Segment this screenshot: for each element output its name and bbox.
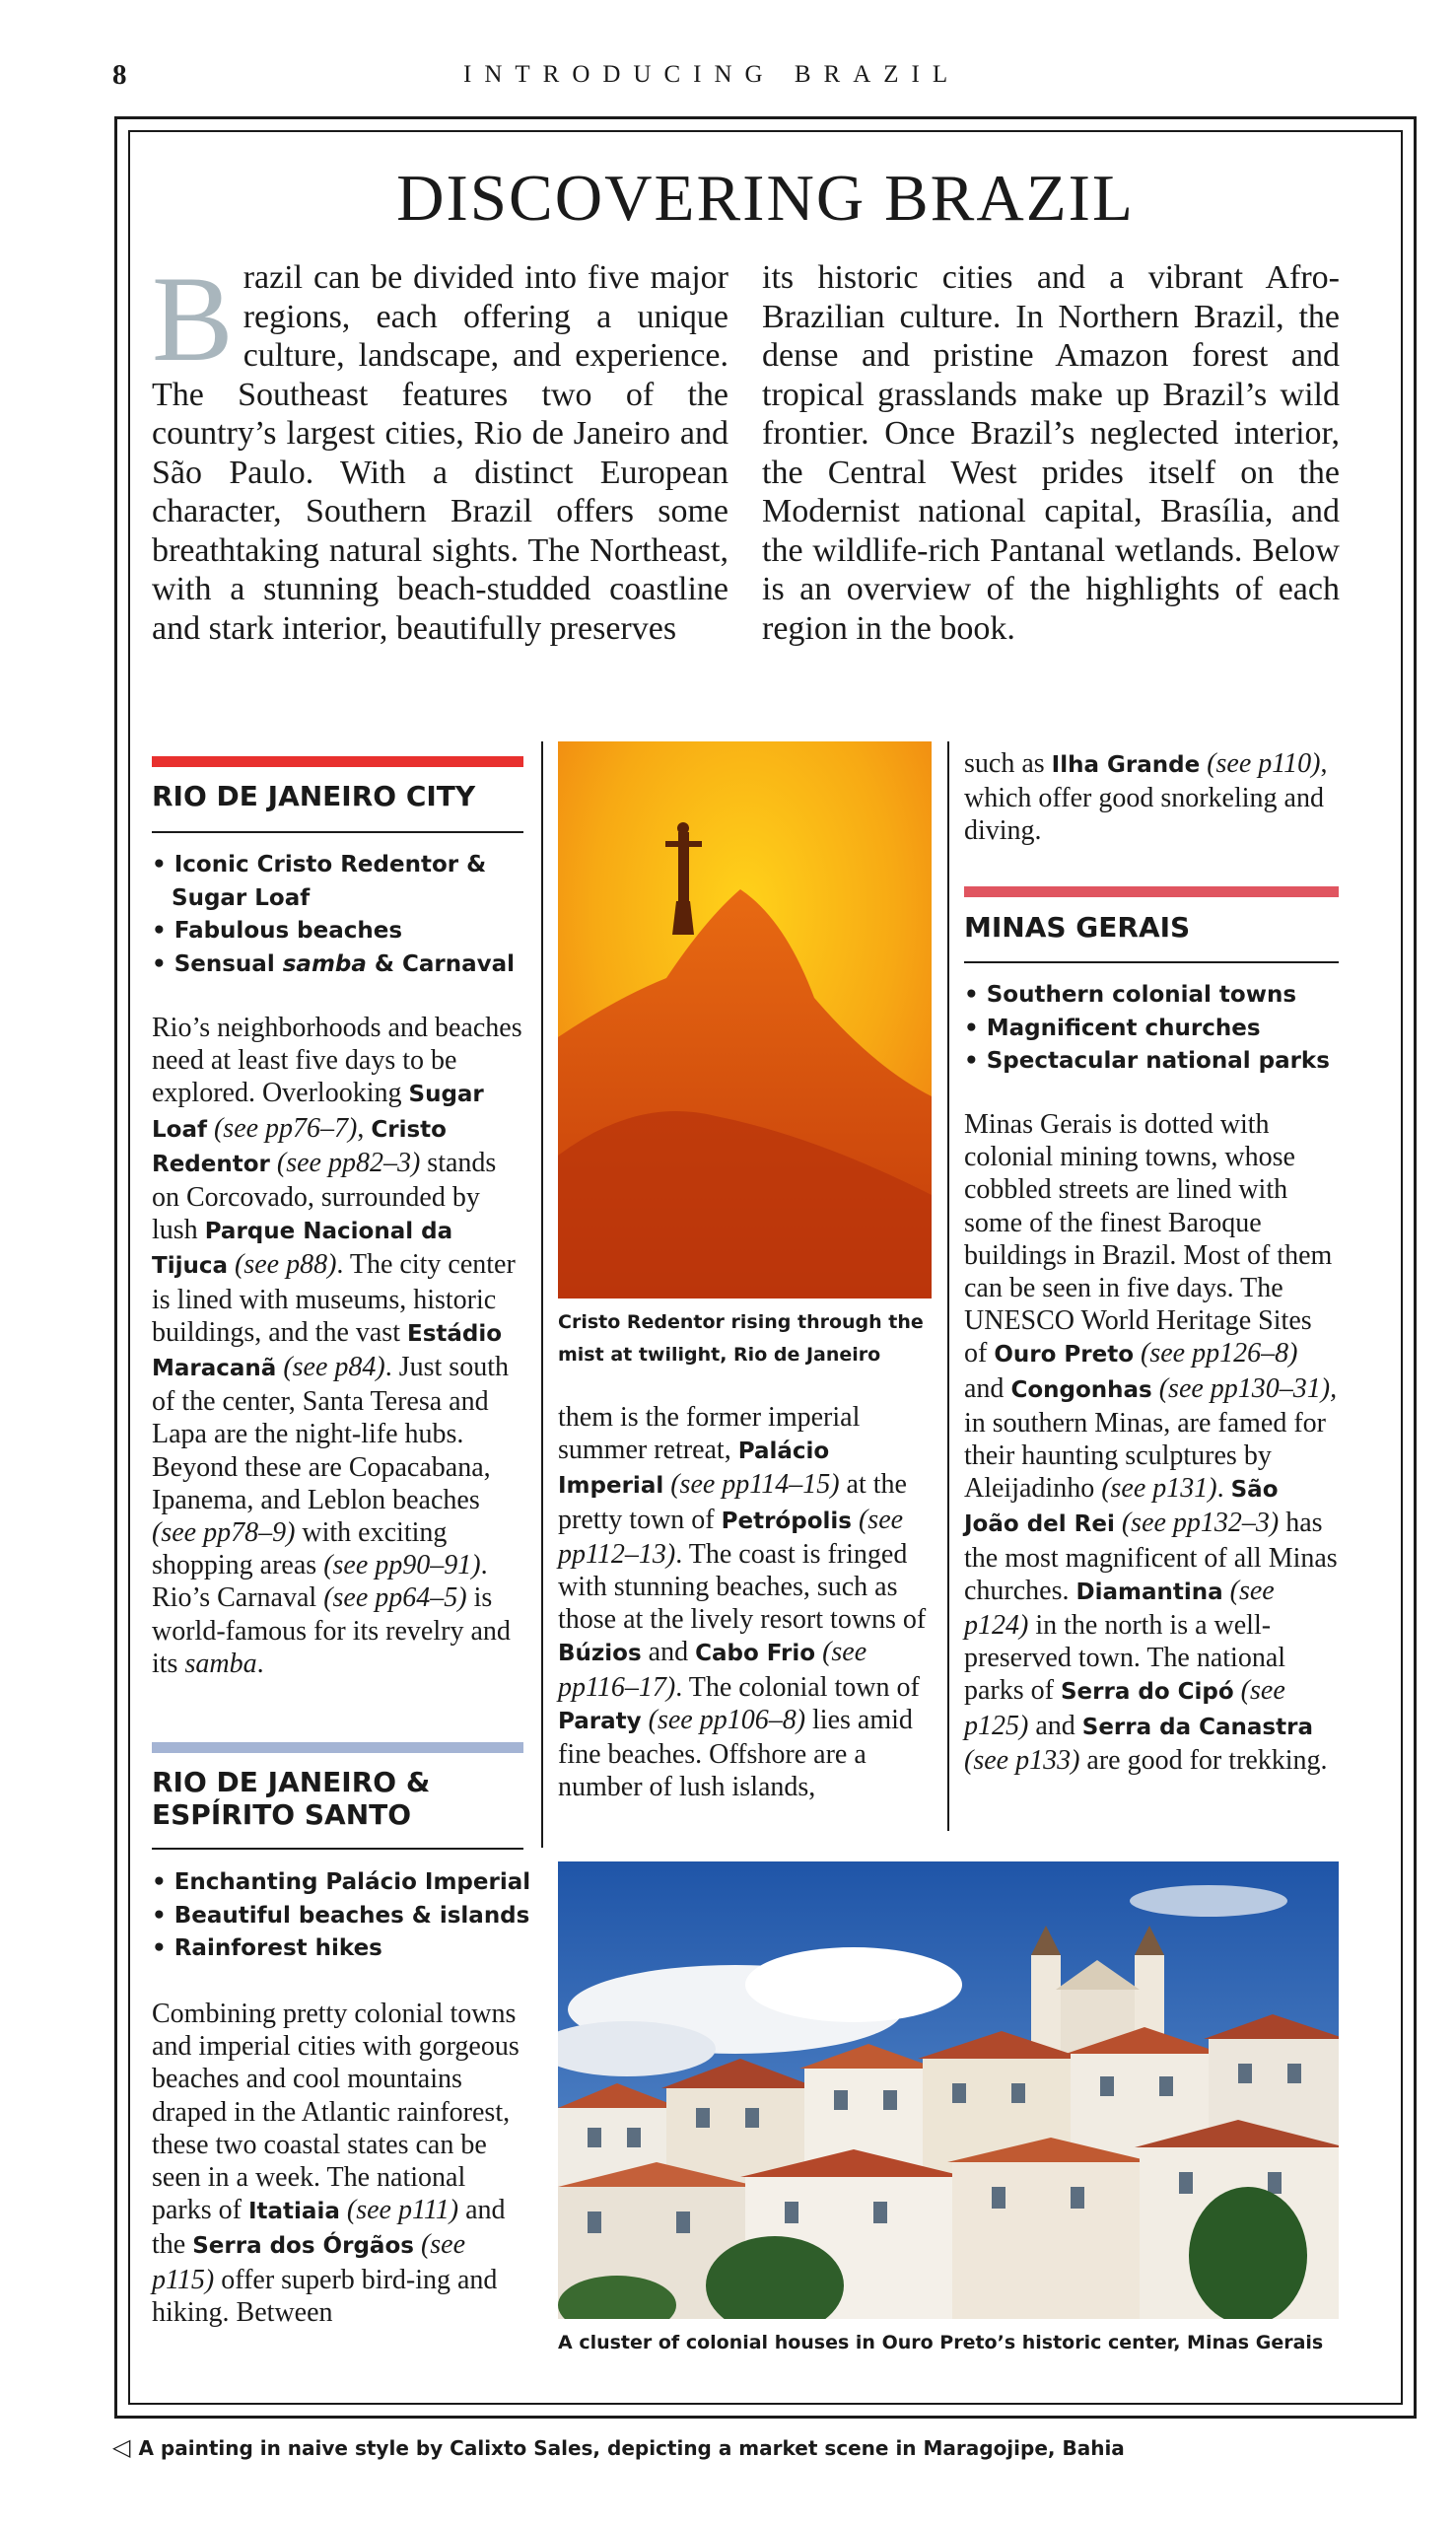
cristo-redentor-image — [558, 741, 932, 1299]
rio-es-continued-text-2: such as Ilha Grande (see p110), which offer good snorkeling and diving. — [964, 748, 1328, 847]
list-item: • Enchanting Palácio Imperial — [152, 1869, 531, 1895]
intro-right-column: its historic cities and a vibrant Afro-Brazilian culture. In Northern Brazil, the dense and pristine Amazon forest and tropical grasslands make up Brazil’s wild frontier. Once Brazil’s neglected interior, the Central West prides itself on the Modernist national capital, Brasília, and the wildlife-rich Pantanal wetlands. Below is an overview of the highlights of each region in the book. — [762, 259, 1340, 647]
ouro-preto-photo — [558, 1861, 1339, 2319]
cristo-redentor-photo — [558, 741, 932, 1299]
column-divider-right — [947, 741, 949, 1831]
rio-es-highlights — [152, 1866, 546, 1966]
footer-note-text: A painting in naive style by Calixto Sales, depicting a market scene in Maragojipe, Bahia — [138, 2436, 1125, 2460]
rio-highlights — [152, 849, 523, 981]
column-divider-left — [541, 741, 543, 1848]
minas-section-title: MINAS GERAIS — [964, 911, 1191, 944]
running-head: INTRODUCING BRAZIL — [463, 61, 961, 88]
drop-cap: B — [152, 251, 234, 386]
rio-es-section-title: RIO DE JANEIRO & ESPÍRITO SANTO — [152, 1766, 431, 1831]
rio-section-bar — [152, 756, 523, 767]
rio-es-body-text: Combining pretty colonial towns and imperial cities with gorgeous beaches and cool mountains draped in the Atlantic rainforest, these two coastal states can be seen in a week. The national parks of Itatiaia (see p111) and the Serra dos Órgãos (see p115) offer superb bird-ing and hiking. Between — [152, 1999, 520, 2328]
minas-body-text: Minas Gerais is dotted with colonial mining towns, whose cobbled streets are lined with some of the finest Baroque buildings in Brazil. Most of them can be seen in five days. The UNESCO World Heritage Sites of Ouro Preto (see pp126–8) and Congonhas (see pp130–31), in southern Minas, are famed for their haunting sculptures by Aleijadinho (see p131). São João del Rei (see pp132–3) has the most magnificent of all Minas churches. Diamantina (see p124) in the north is a well-preserved town. The national parks of Serra do Cipó (see p125) and Serra da Canastra (see p133) are good for trekking. — [964, 1109, 1338, 1776]
minas-highlights — [964, 979, 1339, 1079]
intro-left-column — [152, 251, 728, 648]
list-item: • Beautiful beaches & islands — [152, 1902, 530, 1929]
rio-es-section-bar — [152, 1742, 523, 1753]
rio-section-title: RIO DE JANEIRO CITY — [152, 780, 476, 812]
minas-section-rule — [964, 961, 1339, 963]
minas-section-bar — [964, 886, 1339, 897]
rio-section-rule — [152, 831, 523, 833]
list-item: • Fabulous beaches — [152, 918, 403, 944]
rio-es-continued-text: them is the former imperial summer retreat, Palácio Imperial (see pp114–15) at the pretty town of Petrópolis (see pp112–13). The coast is fringed with stunning beaches, such as those at the lively resort towns of Búzios and Cabo Frio (see pp116–17). The colonial town of Paraty (see pp106–8) lies amid fine beaches. Offshore are a number of lush islands, — [558, 1402, 927, 1803]
rio-body-text: Rio’s neighborhoods and beaches need at least five days to be explored. Overlooking Sugar Loaf (see pp76–7), Cristo Redentor (see pp82–3) stands on Corcovado, surrounded by lush Parque Nacional da Tijuca (see p88). The city center is lined with museums, historic buildings, and the vast Estádio Maracanã (see p84). Just south of the center, Santa Teresa and Lapa are the night-life hubs. Beyond these are Copacabana, Ipanema, and Leblon beaches (see pp78–9) with exciting shopping areas (see pp90–91). Rio’s Carnaval (see pp64–5) is world-famous for its revelry and its samba. — [152, 1013, 522, 1679]
cristo-caption: Cristo Redentor rising through the mist at twilight, Rio de Janeiro — [558, 1311, 924, 1366]
list-item: • Spectacular national parks — [964, 1048, 1330, 1074]
ouro-preto-caption: A cluster of colonial houses in Ouro Preto’s historic center, Minas Gerais — [558, 2332, 1324, 2353]
list-item: • Rainforest hikes — [152, 1935, 382, 1961]
intro-left-text: razil can be divided into five major regions, each offering a unique culture, landscape, and experience. The Southeast features two of the country’s largest cities, Rio de Janeiro and São Paulo. With a distinct European character, Southern Brazil offers some breathtaking natural sights. The Northeast, with a stunning beach-studded coastline and stark interior, beautifully preserves — [152, 259, 728, 647]
back-arrow-icon: ◁ — [112, 2433, 131, 2461]
page-number: 8 — [112, 59, 127, 91]
list-item: • Sensual samba & Carnaval — [152, 950, 516, 977]
footer-note — [112, 2433, 1125, 2461]
list-item: • Iconic Cristo Redentor & Sugar Loaf — [152, 852, 487, 911]
rio-es-section-rule — [152, 1848, 523, 1850]
page-title: DISCOVERING BRAZIL — [396, 162, 1135, 235]
ouro-preto-image — [558, 1861, 1339, 2319]
list-item: • Magnificent churches — [964, 1015, 1261, 1041]
list-item: • Southern colonial towns — [964, 982, 1297, 1008]
